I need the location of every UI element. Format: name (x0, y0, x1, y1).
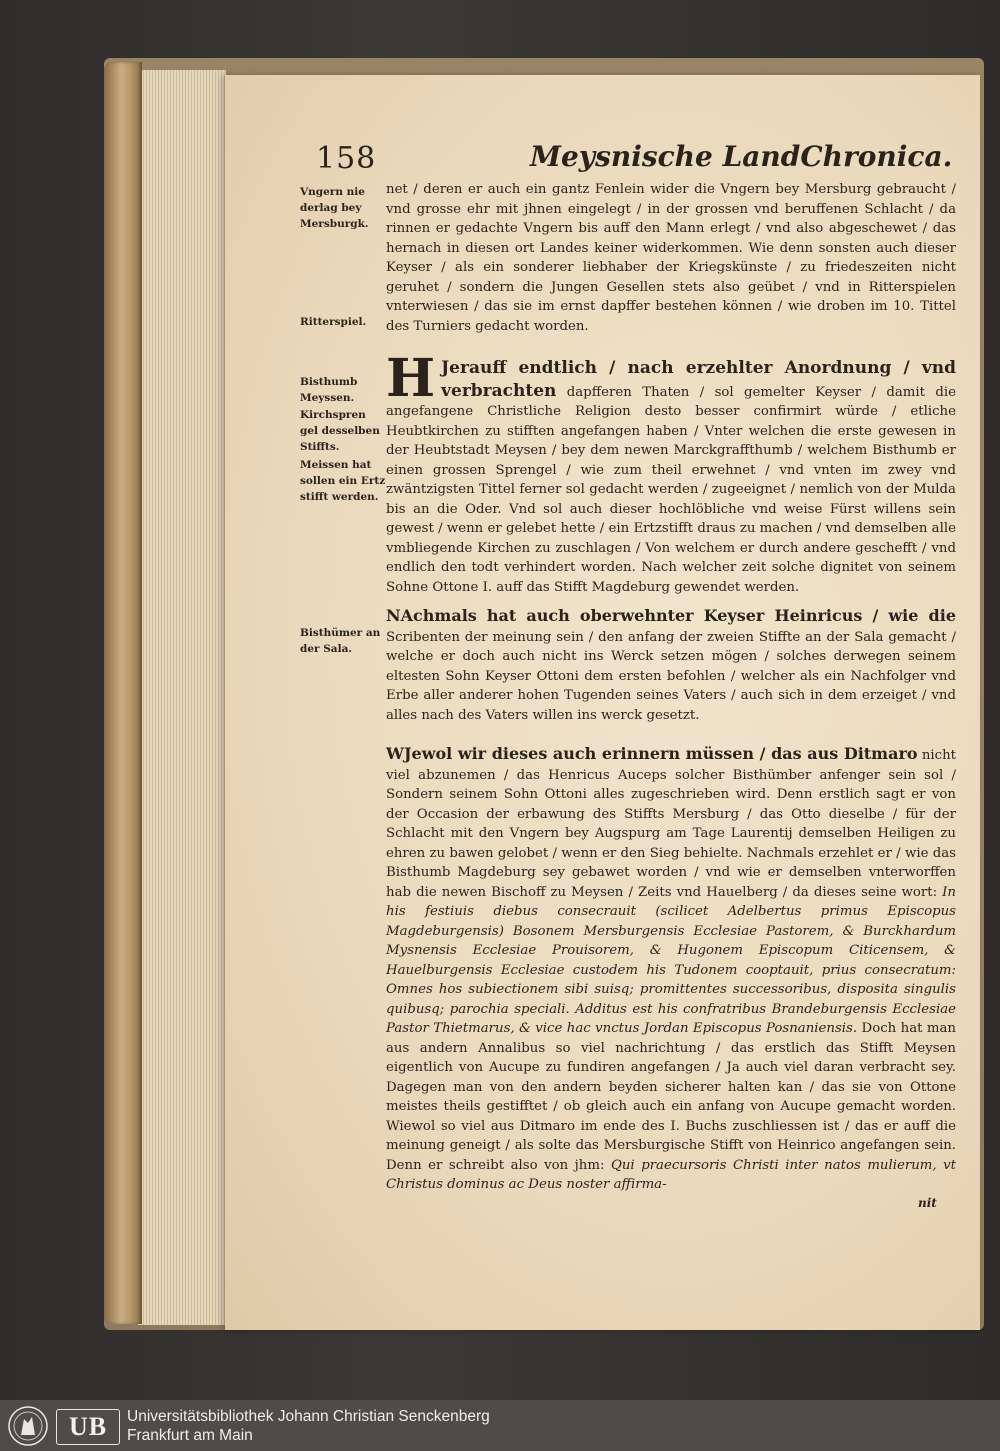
drop-cap: H (386, 348, 436, 409)
page-number: 158 (316, 141, 377, 176)
running-title: Meysnische LandChronica. (530, 140, 953, 173)
library-city: Frankfurt am Main (127, 1427, 253, 1444)
paragraph-continuation (386, 180, 956, 336)
margin-note: Vngern nie derlag bey Mersburgk. (300, 186, 369, 230)
paragraph-text: Doch hat man aus andern Annalibus so viel nachrichtung / das erstlich das Stifft Meysen eigentlich von Aucupe zu fundiren angefangen / Ja auch viel daran verbracht sey. Dagegen man von den andern beyden sicherer halten kan / das sie von Ottone meistes theils gestifftet / ob gleich auch ein anfang von Aucupe gemacht worden. Wiewol so viel aus Ditmaro im ende des I. Buchs zuschliessen ist / das er auff die meinung geneigt / als solte das Mersburgische Stifft von Heinrico angefangen sein. Denn er schreibt also von jhm: (386, 1021, 956, 1173)
paragraph-wiewol (386, 744, 956, 1195)
latin-quotation: Qui praecursoris Christi inter natos mulierum, vt Christus dominus ac Deus noster affirma- (386, 1157, 956, 1192)
margin-note: Meissen hat sollen ein Ertz stifft werden. (300, 459, 386, 503)
ub-logo: UB (56, 1409, 120, 1445)
catchword: nit (918, 1196, 937, 1210)
margin-note: Bisthumb Meyssen. (300, 376, 358, 404)
university-seal-icon (6, 1405, 50, 1447)
paragraph-lead: NAchmals hat auch oberwehnter Keyser Heinricus / wie die (386, 606, 956, 625)
margin-note: Kirchspren gel desselben Stiffts. (300, 409, 380, 453)
paragraph-nachmals (386, 606, 956, 725)
paragraph-lead: Jerauff endtlich / nach erzehlter Anordnung / vnd verbrachten (441, 358, 956, 401)
paragraph-text: dapfferen Thaten / sol gemelter Keyser / damit die angefangene Christliche Religion desto besser confirmirt würde / etliche Heubtkirchen zu stifften angefangen haben / Vnter welchen die erste gewesen in der Heubtstadt Meysen / bey dem newen Marckgraffthumb / welchem Bisthumb er einen grossen Sprengel / wie zum theil erwehnet / vnd vnten im zwey vnd zwäntzigsten Tittel ferner sol gedacht werden / zugeeignet / nemlich von der Mulda bis an die Oder. Vnd sol auch dieser hochlöbliche vnd weise Fürst willens sein gewest / wenn er gelebet hette / ein Ertzstifft draus zu machen / vnd demselben alle vmbliegende Kirchen zu zuschlagen / Von welchem er durch andere geschefft / vnd endlich den todt verhindert worden. Nach welcher zeit solche dignitet von seinem Sohne Ottone I. auff das Stifft Magdeburg gewendet werden. (386, 384, 957, 595)
page-edges (138, 70, 226, 1325)
margin-note: Ritterspiel. (300, 316, 367, 328)
footer-bar (0, 1400, 1000, 1451)
paragraph-text: net / deren er auch ein gantz Fenlein wider die Vngern bey Mersburg gebraucht / vnd grosse ehr mit jhnen eingelegt / in der grossen vnd beruffenen Schlacht / da rinnen er gedachte Vngern bis auff den Mann erlegt / vnd also abgeschewet / das hernach in diesen ort Landes keiner widerkommen. Wie denn sonsten auch dieser Keyser / als ein sonderer liebhaber der Kriegskünste / zu friedeszeiten nicht geruhet / sondern die Jungen Gesellen stets also geübet / vnd in Ritterspielen vnterwiesen / das sie im ernst dapffer bestehen können / wie droben im 10. Tittel des Turniers gedacht worden. (386, 182, 956, 334)
library-name: Universitätsbibliothek Johann Christian Senckenberg (127, 1408, 490, 1425)
paragraph-bisthumb (386, 348, 957, 597)
paragraph-text: nicht viel abzunemen / das Henricus Auceps solcher Bisthümber anfenger sein sol / Sondern seinem Sohn Ottoni alles zugeschrieben wird. Denn erstlich sagt er von der Occasion der erbawung des Stiffts Mersburg / das Otto dieselbe / für der Schlacht mit den Vngern bey Augspurg am Tage Laurentij demselben Heiligen zu ehren zu bawen gelobet / wenn er den Sieg behielte. Nachmals erzehlet er / wie das Bisthumb Magdeburg sey gebawet worden / vnd wie er demselben vnterworffen hab die newen Bischoff zu Meysen / Zeits vnd Hauelberg / da dieses seine wort: (386, 748, 956, 900)
paragraph-lead: WJewol wir dieses auch erinnern müssen / das aus Ditmaro (386, 744, 918, 763)
latin-quotation: In his festiuis diebus consecrauit (scilicet Adelbertus primus Episcopus Magdeburgensis) Bosonem Mersburgensis Ecclesiae Pastorem, & Burckhardum Mysnensis Ecclesiae Prouisorem, & Hugonem Episcopum Citicensem, & Hauelburgensis Ecclesiae custodem his Tudonem cooptauit, prius consecratum: Omnes hos subiectionem sibi suisq; promittentes successoribus, disposita singulis quibusq; parochia speciali. Additus est his confratribus Brandeburgensis Ecclesiae Pastor Thietmarus, & vice hac vnctus Jordan Episcopus Posnaniensis. (386, 884, 956, 1036)
paragraph-text: Scribenten der meinung sein / den anfang der zweien Stiffte an der Sala gemacht / welche er doch auch nicht ins Werck setzen mögen / solches derwegen seinem eltesten Sohn Keyser Ottoni dem ersten befohlen / welcher als ein Nachfolger vnd Erbe aller anderer hohen Tugenden seines Vaters / auch sich in dem erzeiget / vnd alles nach des Vaters willen ins werck gesetzt. (386, 629, 956, 723)
margin-note: Bisthümer an der Sala. (300, 627, 381, 655)
book-spine (104, 62, 142, 1324)
